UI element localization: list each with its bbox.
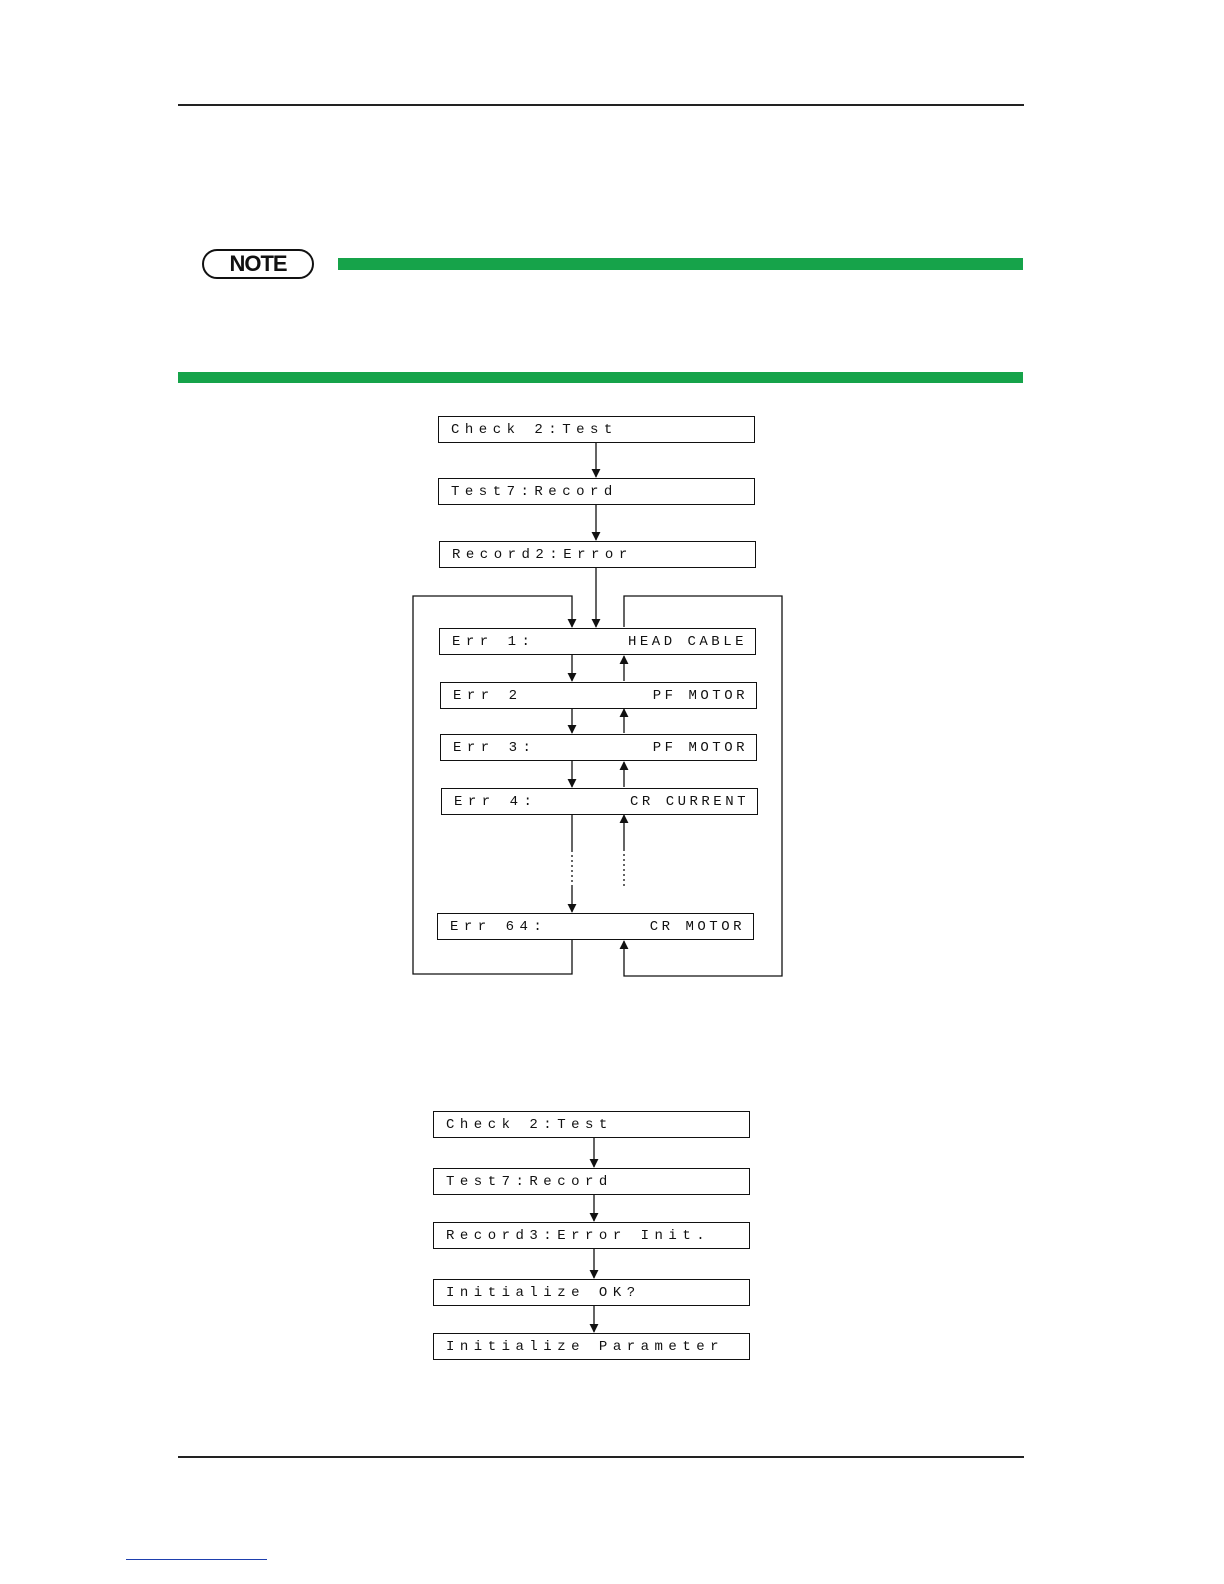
err-code: Err 2	[453, 688, 523, 704]
err-box-64	[437, 913, 754, 940]
note-label: NOTE	[229, 251, 287, 276]
flow2-step-text: Record3:Error Init.	[446, 1228, 711, 1244]
err-box-3	[440, 734, 757, 761]
err-code: Err 64:	[450, 919, 548, 935]
err-code: Err 3:	[453, 740, 537, 756]
flow2-step-initialize-parameter	[433, 1333, 750, 1360]
err-name: CR MOTOR	[649, 919, 745, 935]
flow2-step-text: Test7:Record	[446, 1174, 613, 1190]
flow1-step-test-text: Test7:Record	[451, 484, 618, 500]
flow2-step-initialize-ok	[433, 1279, 750, 1306]
err-name: PF MOTOR	[652, 688, 748, 704]
flow1-step-check	[438, 416, 755, 443]
flow2-step-text: Initialize OK?	[446, 1285, 641, 1301]
bottom-link-underline[interactable]	[126, 1559, 267, 1560]
flow2-step-record	[433, 1222, 750, 1249]
err-name: CR CURRENT	[629, 794, 749, 810]
err-name: PF MOTOR	[652, 740, 748, 756]
err-code: Err 1:	[452, 634, 536, 650]
err-box-4	[441, 788, 758, 815]
flow2-step-check	[433, 1111, 750, 1138]
flow2-step-text: Initialize Parameter	[446, 1339, 725, 1355]
err-name: HEAD CABLE	[627, 634, 747, 650]
flow1-step-record-text: Record2:Error	[452, 547, 633, 563]
flow2-step-text: Check 2:Test	[446, 1117, 613, 1133]
flow1-step-record	[439, 541, 756, 568]
err-code: Err 4:	[454, 794, 538, 810]
flow2-step-test	[433, 1168, 750, 1195]
err-box-1	[439, 628, 756, 655]
flow1-step-check-text: Check 2:Test	[451, 422, 618, 438]
err-box-2	[440, 682, 757, 709]
flow1-step-test	[438, 478, 755, 505]
